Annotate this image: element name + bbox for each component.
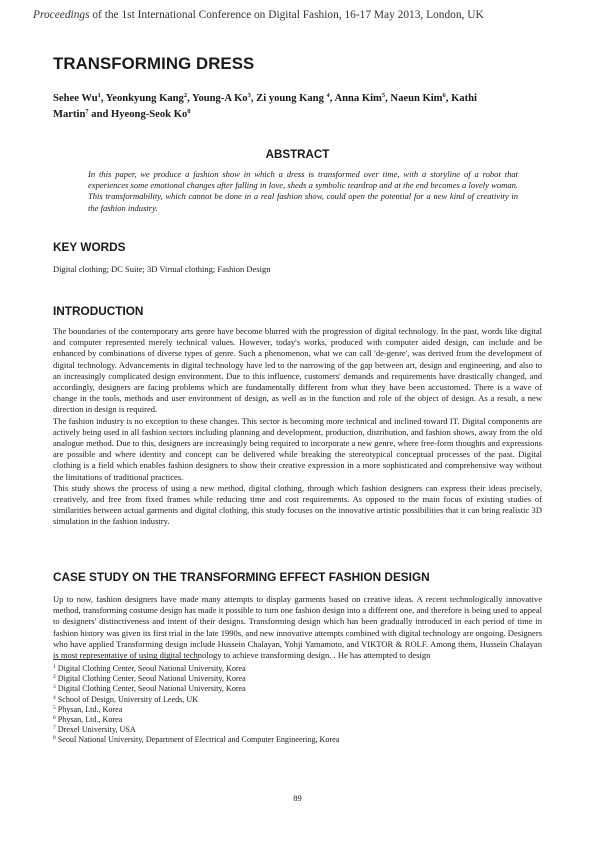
footnote: $^5$ Physan, Ltd., Korea [53, 704, 123, 714]
keywords-text: Digital clothing; DC Suite; 3D Virtual clothing; Fashion Design [53, 264, 271, 274]
paper-title: TRANSFORMING DRESS [53, 54, 255, 73]
footnote: $^4$ School of Design, University of Leeds, UK [53, 694, 199, 704]
author: Sehee Wu$^1$, [53, 92, 106, 104]
author: Naeun Kim$^6$, [390, 92, 452, 104]
author-list [53, 91, 548, 122]
paragraph: This study shows the process of using a new method, digital clothing, through which fashion designers can express their ideas precisely, creatively, and free from fixed frames while reducing time and cost requirements. As opposed to the main focus of existing studies of similarities between actual garments and digital clothing, this study focuses on the innovative artistic possibilities that it can bring realistic 3D simulation in the fashion industry. [53, 482, 542, 527]
running-header [33, 9, 573, 21]
footnotes [53, 664, 339, 746]
footnote: $^6$ Physan, Ltd., Korea [53, 715, 123, 725]
footnote-divider [53, 659, 199, 660]
conference-name: of the 1st International Conference on Digital Fashion, 16-17 May 2013, London, UK [89, 9, 484, 21]
introduction-body [53, 326, 542, 528]
case-study-body [53, 594, 542, 661]
abstract-heading: ABSTRACT [265, 148, 330, 161]
footnote: $^7$ Drexel University, USA [53, 725, 136, 735]
introduction-heading: INTRODUCTION [53, 304, 144, 318]
paragraph: Up to now, fashion designers have made many attempts to display garments based on creative ideas. A recent technologically innovative method, transforming costume design has made it possible to turn one fashion design into a different one, and therefore is being used to appeal to designers' distinctiveness and intent of their designs. Transforming design which has been gradually introduced in each period of time in fashion history was given its first trial in the late 1990s, and new innovative attempts combined with digital technology are ongoing. Designers who have applied Transforming design include Hussein Chalayan, Yohji Yamamoto, and VIKTOR & ROLF. Among them, Hussein Chalayan is most representative of using digital technology to achieve transforming design. . He has attempted to design [53, 594, 542, 661]
case-study-heading: CASE STUDY ON THE TRANSFORMING EFFECT FASHION DESIGN [53, 570, 430, 584]
proceedings-label: Proceedings [33, 9, 90, 21]
author-line-2 [53, 107, 548, 123]
abstract-text: In this paper, we produce a fashion show in which a dress is transformed over time, with a storyline of a robot that experiences some emotional changes after falling in love, sheds a symbolic teardrop and at the end becomes a lovely woman. This transformability, which cannot be done in a real fashion show, could open the potential for a new kind of creativity in the fashion industry. [88, 169, 518, 213]
author: Young-A Ko$^3$, [191, 92, 257, 104]
footnote: $^2$ Digital Clothing Center, Seoul National University, Korea [53, 674, 246, 684]
footnote: $^8$ Seoul National University, Department of Electrical and Computer Engineering, Korea [53, 735, 340, 745]
footnote: $^3$ Digital Clothing Center, Seoul National University, Korea [53, 684, 246, 694]
keywords-heading: KEY WORDS [53, 240, 126, 254]
author: Zi young Kang $^4$, [256, 92, 335, 104]
page-number: 89 [293, 793, 302, 803]
author: Yeonkyung Kang$^2$, [105, 92, 192, 104]
paragraph: The boundaries of the contemporary arts genre have become blurred with the progression of digital technology. In the past, words like digital and computer represented merely technical values. However, today's works, produced with computer aided design, can include and be enhanced by combinations of diverse types of genre. Such a phenomenon, what we can call 'de-genre', was derived from the development of digital technology. Advancements in digital technology have led to the narrowing of the gap between art, design and engineering, and also to an increasingly complicated design environment. Due to this influence, customers' demands and requirements have drastically changed, and accordingly, designers are facing problems which are fundamentally different from what they have been accustomed. There is a wave of change in the tools, methods and user environment of design, as well as in the function and role of the object of design. As a result, a new direction in design is required. [53, 326, 542, 415]
author: Anna Kim$^5$, [334, 92, 391, 104]
author: Martin$^7$ and [53, 107, 112, 120]
footnote: $^1$ Digital Clothing Center, Seoul National University, Korea [53, 664, 246, 673]
author-line-1 [53, 91, 548, 107]
paragraph: The fashion industry is no exception to these changes. This sector is becoming more technical and inclined toward IT. Digital components are actively being used in all fashion sectors including planning and development, production, distribution, and fashion shows, away from the old analogue method. Due to this, designers are increasingly being required to incorporate a new genre, where free-form thoughts and expressions are possible and where identity and concept can be delivered while breaking the stereotypical conceptual processes of the past. Digital clothing is a field which enables fashion designers to show their creative expression in a more sophisticated and comprehensive way without the limitations of traditional practices. [53, 415, 542, 482]
author: Kathi [451, 93, 477, 104]
author: Hyeong-Seok Ko$^8$ [111, 107, 191, 120]
